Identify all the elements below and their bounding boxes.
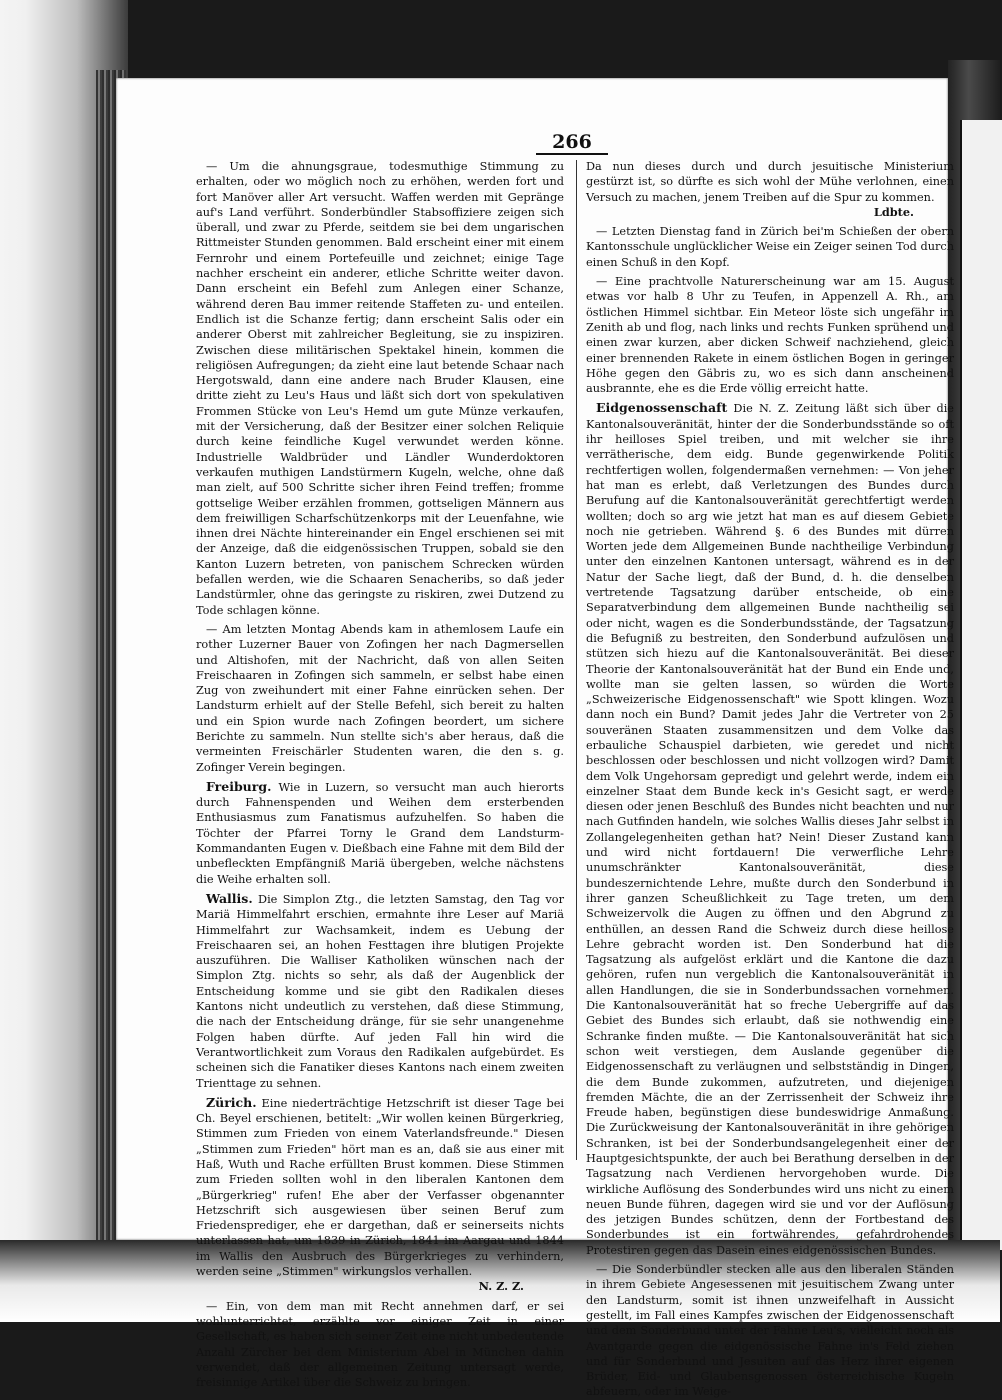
paragraph-text: — Ein, von dem man mit Recht annehmen darf, er sei wohlunterrichtet, erzählte vor einiger Zeit in einer Gesellschaft, es haben sich seiner Zeit eine nicht unbedeutende Anzahl Zürcher bei dem Ministerium Abel in München dahin verwendet, daß der allgemeinen Zeitung untersagt werde, freisinnige Artikel über die Schweiz zu bringen. <box>196 1299 564 1390</box>
article-paragraph <box>196 1299 564 1391</box>
next-page-edge <box>960 120 1002 1250</box>
paragraph-text: — Am letzten Montag Abends kam in athemlosem Laufe ein rother Luzerner Bauer von Zofingen her nach Dagmersellen und Altishofen, mit der Nachricht, daß von allen Seiten Freischaaren in Zofingen sich sammeln, er selbst habe einen Zug von zweihundert mit einer Fahne einrücken sehen. Der Landsturm erhielt auf der Stelle Befehl, sich bereit zu halten und ein Spion wurde nach Zofingen beordert, um sichere Berichte zu sammeln. Nun stellte sich's aber heraus, daß die vermeinten Freischärler Studenten waren, die den s. g. Zofinger Verein begingen. <box>196 622 564 774</box>
article-paragraph <box>196 779 564 887</box>
paragraph-text: — Letzten Dienstag fand in Zürich bei'm Schießen der obern Kantonsschule unglücklicher Weise ein Zeiger seinen Tod durch einen Schuß in den Kopf. <box>586 225 954 269</box>
source-signature: N. Z. Z. <box>478 1279 524 1294</box>
article-paragraph <box>586 159 954 220</box>
section-heading: Zürich. <box>206 1094 257 1110</box>
paragraph-text: Eine niederträchtige Hetzschrift ist dieser Tage bei Ch. Beyel erschienen, betitelt: „Wir wollen keinen Bürgerkrieg, Stimmen zum Frieden von einem Vaterlandsfreunde." Diesen „Stimmen zum Frieden" hört man es an, daß sie aus einer mit Haß, Wuth und Rache erfüllten Brust kommen. Diese Stimmen zum Frieden sollten wohl in den liberalen Kantonen dem „Bürgerkrieg" rufen! Ehe aber der Verfasser obgenannter Hetzschrift sich ausgewiesen über seinen Beruf zum Friedensprediger, ehe er dargethan, daß er seinerseits nichts unterlassen hat, um 1839 in Zürich, 1841 im Aargau und 1844 im Wallis den Ausbruch des Bürgerkrieges zu verhindern, werden seine „Stimmen" wirkungslos verhallen. <box>196 1096 564 1279</box>
paragraph-text: Die Simplon Ztg., die letzten Samstag, den Tag vor Mariä Himmelfahrt erschien, ermahnte ihre Leser auf Mariä Himmelfahrt zur Wachsamkeit, indem es Uebung der Freischaaren sei, an hohen Festtagen ihre blutigen Projekte auszuführen. Die Walliser Katholiken wünschen nach der Simplon Ztg. nichts so sehr, als daß der Augenblick der Entscheidung komme und sie gibt den Radikalen dieses Kantons nicht undeutlich zu verstehen, daß diese Stimmung, die nach der Entscheidung dränge, für sie sehr unangenehme Folgen haben dürfte. Auf jeden Fall hin wird die Verantwortlichkeit zum Voraus den Radikalen aufgebürdet. Es scheinen sich die Fanatiker dieses Kantons nach einem zweiten Trienttage zu sehnen. <box>196 892 564 1090</box>
article-paragraph <box>196 159 564 618</box>
section-heading: Eidgenossenschaft <box>596 400 728 416</box>
article-paragraph <box>196 622 564 775</box>
paragraph-text: — Um die ahnungsgraue, todesmuthige Stimmung zu erhalten, oder wo möglich noch zu erhöhen, werden fort und fort Manöver aller Art versucht. Waffen werden mit Gepränge auf's Land verführt. Sonderbündler Stabsoffiziere zeigen sich überall, und zwar zu Pferde, seitdem sie bei dem ungarischen Rittmeister Stunden genommen. Bald erscheint einer mit einem Fernrohr und einem Portefeuille und zeichnet; einige Tage nachher erscheint ein anderer, etliche Schritte weiter davon. Dann erscheint ein Befehl zum Anlegen einer Schanze, während deren Bau immer reitende Staffeten zu- und enteilen. Endlich ist die Schanze fertig; dann erscheint Salis oder ein anderer Oberst mit zahlreicher Begleitung, sie zu inspiziren. Zwischen diese militärischen Spektakel hinein, kommen die religiösen Aufregungen; da zieht eine laut betende Schaar nach Hergotswald, dann eine andere nach Bruder Klausen, eine dritte zieht zu Leu's Haus und läßt sich dort von spekulativen Frommen Stücke von Leu's Hemd um gute Münze verkaufen, mit der Versicherung, daß der Besitzer einer solchen Reliquie durch keine feindliche Kugel verwundet werden könne. Industrielle Waldbrüder und Ländler Wunderdoktoren verkaufen muthigen Landstürmern Kugeln, welche, ohne daß man zielt, auf 500 Schritte sicher ihren Feind treffen; fromme gottselige Weiber erzählen frommen, gottseligen Männern aus dem freiwilligen Scharfschützenkorps mit der Leuenfahne, wie ihnen drei Nächte hintereinander ein Engel erschienen sei mit der Anzeige, daß die eidgenössischen Truppen, sobald sie den Kanton Luzern betreten, von panischem Schrecken würden befallen werden, wie die Schaaren Senacheribs, so daß jeder Landstürmler, ohne das geringste zu riskiren, zwei Dutzend zu Tode schlagen könne. <box>196 160 564 617</box>
article-paragraph <box>196 891 564 1091</box>
right-column <box>586 159 954 1399</box>
paragraph-text: — Eine prachtvolle Naturerscheinung war am 15. August etwas vor halb 8 Uhr zu Teufen, in Appenzell A. Rh., am östlichen Himmel sichtbar. Ein Meteor löste sich ungefähr im Zenith ab und flog, nach links und rechts Funken sprühend und einen zwar kurzen, aber dicken Schweif nachziehend, gleich einer brennenden Rakete in einem östlichen Bogen in geringer Höhe gegen den Gäbris zu, wo es sich dann anscheinend ausbrannte, ehe es die Erde völlig erreicht hatte. <box>586 275 954 396</box>
article-paragraph <box>586 224 954 270</box>
paragraph-text: — Die Sonderbündler stecken alle aus den liberalen Ständen in ihrem Gebiete Angesessenen mit jesuitischem Zwang unter den Landsturm, somit ist ihnen unzweifelhaft in Aussicht gestellt, im Fall eines Kampfes zwischen der Eidgenossenschaft und dem Sonderbund unter der Fahne Leu's, vielleicht noch als Avantgarde gegen die eidgenössische Fahne in's Feld ziehen und für Sonderbund und Jesuiten auf das Herz ihrer eigenen Brüder, Eid- und Glaubensgenossen österreichische Kugeln abfeuern, oder im Weige- <box>586 1263 954 1399</box>
left-column <box>196 159 564 1390</box>
paragraph-text: Wie in Luzern, so versucht man auch hierorts durch Fahnenspenden und Weihen dem ersterbenden Enthusiasmus zum Fanatismus aufzuhelfen. So haben die Töchter der Pfarrei Torny le Grand dem Landsturm-Kommandanten Eugen v. Dießbach eine Fahne mit dem Bild der unbefleckten Empfängniß Mariä übergeben, welche nächstens die Weihe erhalten soll. <box>196 780 564 886</box>
article-paragraph <box>586 274 954 396</box>
article-paragraph <box>196 1095 564 1295</box>
section-heading: Freiburg. <box>206 778 272 794</box>
article-paragraph <box>586 400 954 1258</box>
article-paragraph <box>586 1262 954 1400</box>
source-signature: Ldbte. <box>873 204 914 219</box>
section-heading: Wallis. <box>206 890 253 906</box>
page-number: 266 <box>536 131 608 155</box>
paragraph-text: Da nun dieses durch und durch jesuitische Ministerium gestürzt ist, so dürfte es sich wohl der Mühe verlohnen, einen Versuch zu machen, jenem Treiben auf die Spur zu kommen. <box>586 160 954 204</box>
column-divider <box>576 160 577 1160</box>
paragraph-text: Die N. Z. Zeitung läßt sich über die Kantonalsouveränität, hinter der die Sonderbundsstände so oft ihr heilloses Spiel treiben, und mit welcher sie ihre verrätherische, dem eidg. Bunde gegenwirkende Politik rechtfertigen wollen, folgendermaßen vernehmen: — Von jeher hat man es erlebt, daß Verletzungen des Bundes durch Berufung auf die Kantonalsouveränität gerechtfertigt werden wollten; doch so arg wie jetzt hat man es auf diesem Gebiete noch nie getrieben. Während §. 6 des Bundes mit dürren Worten jede dem Allgemeinen Bunde nachtheilige Verbindung unter den einzelnen Kantonen untersagt, während es in der Natur der Sache liegt, daß der Bund, d. h. die denselben vertretende Tagsatzung darüber entscheide, ob eine Separatverbindung dem allgemeinen Bunde nachtheilig sei oder nicht, wagen es die Sonderbundsstände, der Tagsatzung die Befugniß zu bestreiten, den Sonderbund aufzulösen und stützen sich hiezu auf die Kantonalsouveränität. Bei dieser Theorie der Kantonalsouveränität hat der Bund ein Ende und, wollte man sie gelten lassen, so würden die Worte „Schweizerische Eidgenossenschaft" wie Spott klingen. Wozu dann noch ein Bund? Damit jedes Jahr die Vertreter von 25 souveränen Staaten zusammensitzen und dem Volke das erbauliche Schauspiel darbieten, wie geredet und nicht beschlossen oder beschlossen und nicht vollzogen wird? Damit dem Volk Ungehorsam gepredigt und gelehrt werde, indem ein einzelner Staat dem Bunde keck in's Gesicht sagt, er werde diesen oder jenen Beschluß des Bundes nicht beachten und nur nach Gutfinden handeln, wie solches Wallis dieses Jahr selbst in Zollangelegenheiten gethan hat? Nein! Dieser Zustand kann und wird nicht fortdauern! Die verwerfliche Lehre unumschränkter Kantonalsouveränität, diese bundeszernichtende Lehre, mußte durch den Sonderbund in ihrer ganzen Scheußlichkeit zu Tage treten, um dem Schweizervolk die Augen zu öffnen und den Abgrund zu enthüllen, an dessen Rand die Schweiz durch diese heillose Lehre gebracht worden ist. Den Sonderbund hat die Tagsatzung als aufgelöst erklärt und die Kantone die dazu gehören, rufen nun vergeblich die Kantonalsouveränität in allen Handlungen, die sie in Sonderbundssachen vornehmen. Die Kantonalsouveränität hat so freche Uebergriffe auf das Gebiet des Bundes sich erlaubt, daß sie nothwendig eine Schranke finden mußte. — Die Kantonalsouveränität hat sich schon weit verstiegen, dem Auslande gegenüber die Eidgenossenschaft zu verläugnen und selbstständig in Dingen, die dem Bunde zukommen, aufzutreten, und diejenigen fremden Mächte, die an der Zerrissenheit der Schweiz ihre Freude haben, begünstigen diese bundeswidrige Anmaßung. Die Zurückweisung der Kantonalsouveränität in ihre gehörigen Schranken, ist bei der Sonderbundsangelegenheit einer der Hauptgesichtspunkte, der auch bei Berathung derselben in der Tagsatzung nach Verdienen hervorgehoben wurde. Die wirkliche Auflösung des Sonderbundes wird uns nicht zu einem neuen Bunde führen, dagegen wird sie und vor der Auflösung des jetzigen Bundes schützen, denn der Fortbestand des Sonderbundes ist ein fortwährendes, gefahrdrohendes Protestiren gegen das Dasein eines eidgenössischen Bundes. <box>586 402 954 1257</box>
